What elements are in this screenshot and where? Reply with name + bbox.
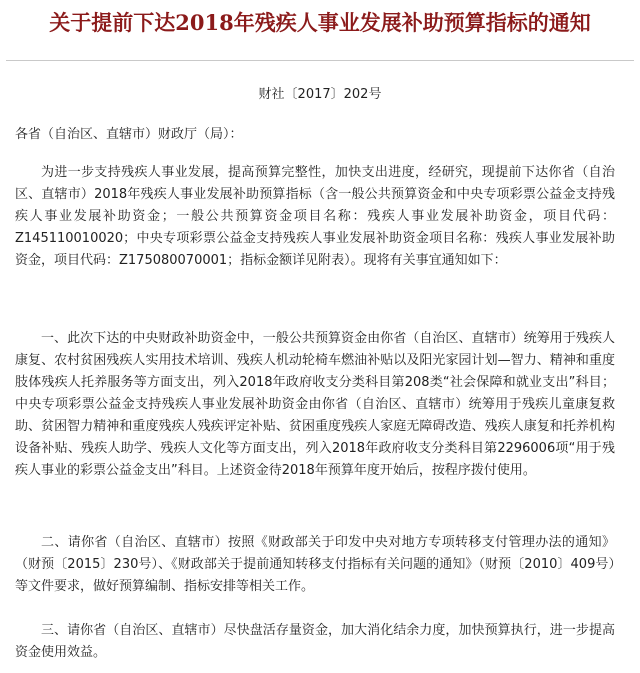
paragraph-intro: 为进一步支持残疾人事业发展，提高预算完整性，加快支出进度，经研究，现提前下达你省（自治区、直辖市）2018年残疾人事业发展补助预算指标（含一般公共预算资金和中央专项彩票公益金支持残疾人事业发展补助资金；一般公共预算资金项目名称：残疾人事业发展补助资金，项目代码：Z145110010020；中央专项彩票公益金支持残疾人事业发展补助资金项目名称：残疾人事业发展补助资金，项目代码：Z175080070001；指标金额详见附表）。现将有关事宜通知如下： xyxy=(15,165,615,268)
paragraph-item-one: 一、此次下达的中央财政补助资金中，一般公共预算资金由你省（自治区、直辖市）统筹用于残疾人康复、农村贫困残疾人实用技术培训、残疾人机动轮椅车燃油补贴以及阳光家园计划—智力、精神和重度肢体残疾人托养服务等方面支出，列入2018年政府收支分类科目第208类“社会保障和就业支出”科目；中央专项彩票公益金支持残疾人事业发展补助资金由你省（自治区、直辖市）统筹用于残疾儿童康复救助、贫困智力精神和重度残疾人残疾评定补贴、贫困重度残疾人家庭无障碍改造、残疾人康复和托养机构设备补贴、残疾人助学、残疾人文化等方面支出，列入2018年政府收支分类科目第2296006项“用于残疾人事业的彩票公益金支出”科目。上述资金待2018年预算年度开始后，按程序拨付使用。 xyxy=(15,331,615,478)
addressee: 各省（自治区、直辖市）财政厅（局）： xyxy=(15,127,243,142)
document-title: 关于提前下达2018年残疾人事业发展补助预算指标的通知 xyxy=(49,10,591,35)
document-number: 财社〔2017〕202号 xyxy=(258,87,382,102)
title-divider xyxy=(6,60,634,61)
paragraph-item-three: 三、请你省（自治区、直辖市）尽快盘活存量资金，加大消化结余力度，加快预算执行，进一步提高资金使用效益。 xyxy=(15,623,615,660)
paragraph-item-two: 二、请你省（自治区、直辖市）按照《财政部关于印发中央对地方专项转移支付管理办法的通知》（财预〔2015〕230号）、《财政部关于提前通知转移支付指标有关问题的通知》（财预〔2010〕409号）等文件要求，做好预算编制、指标安排等相关工作。 xyxy=(15,535,615,594)
